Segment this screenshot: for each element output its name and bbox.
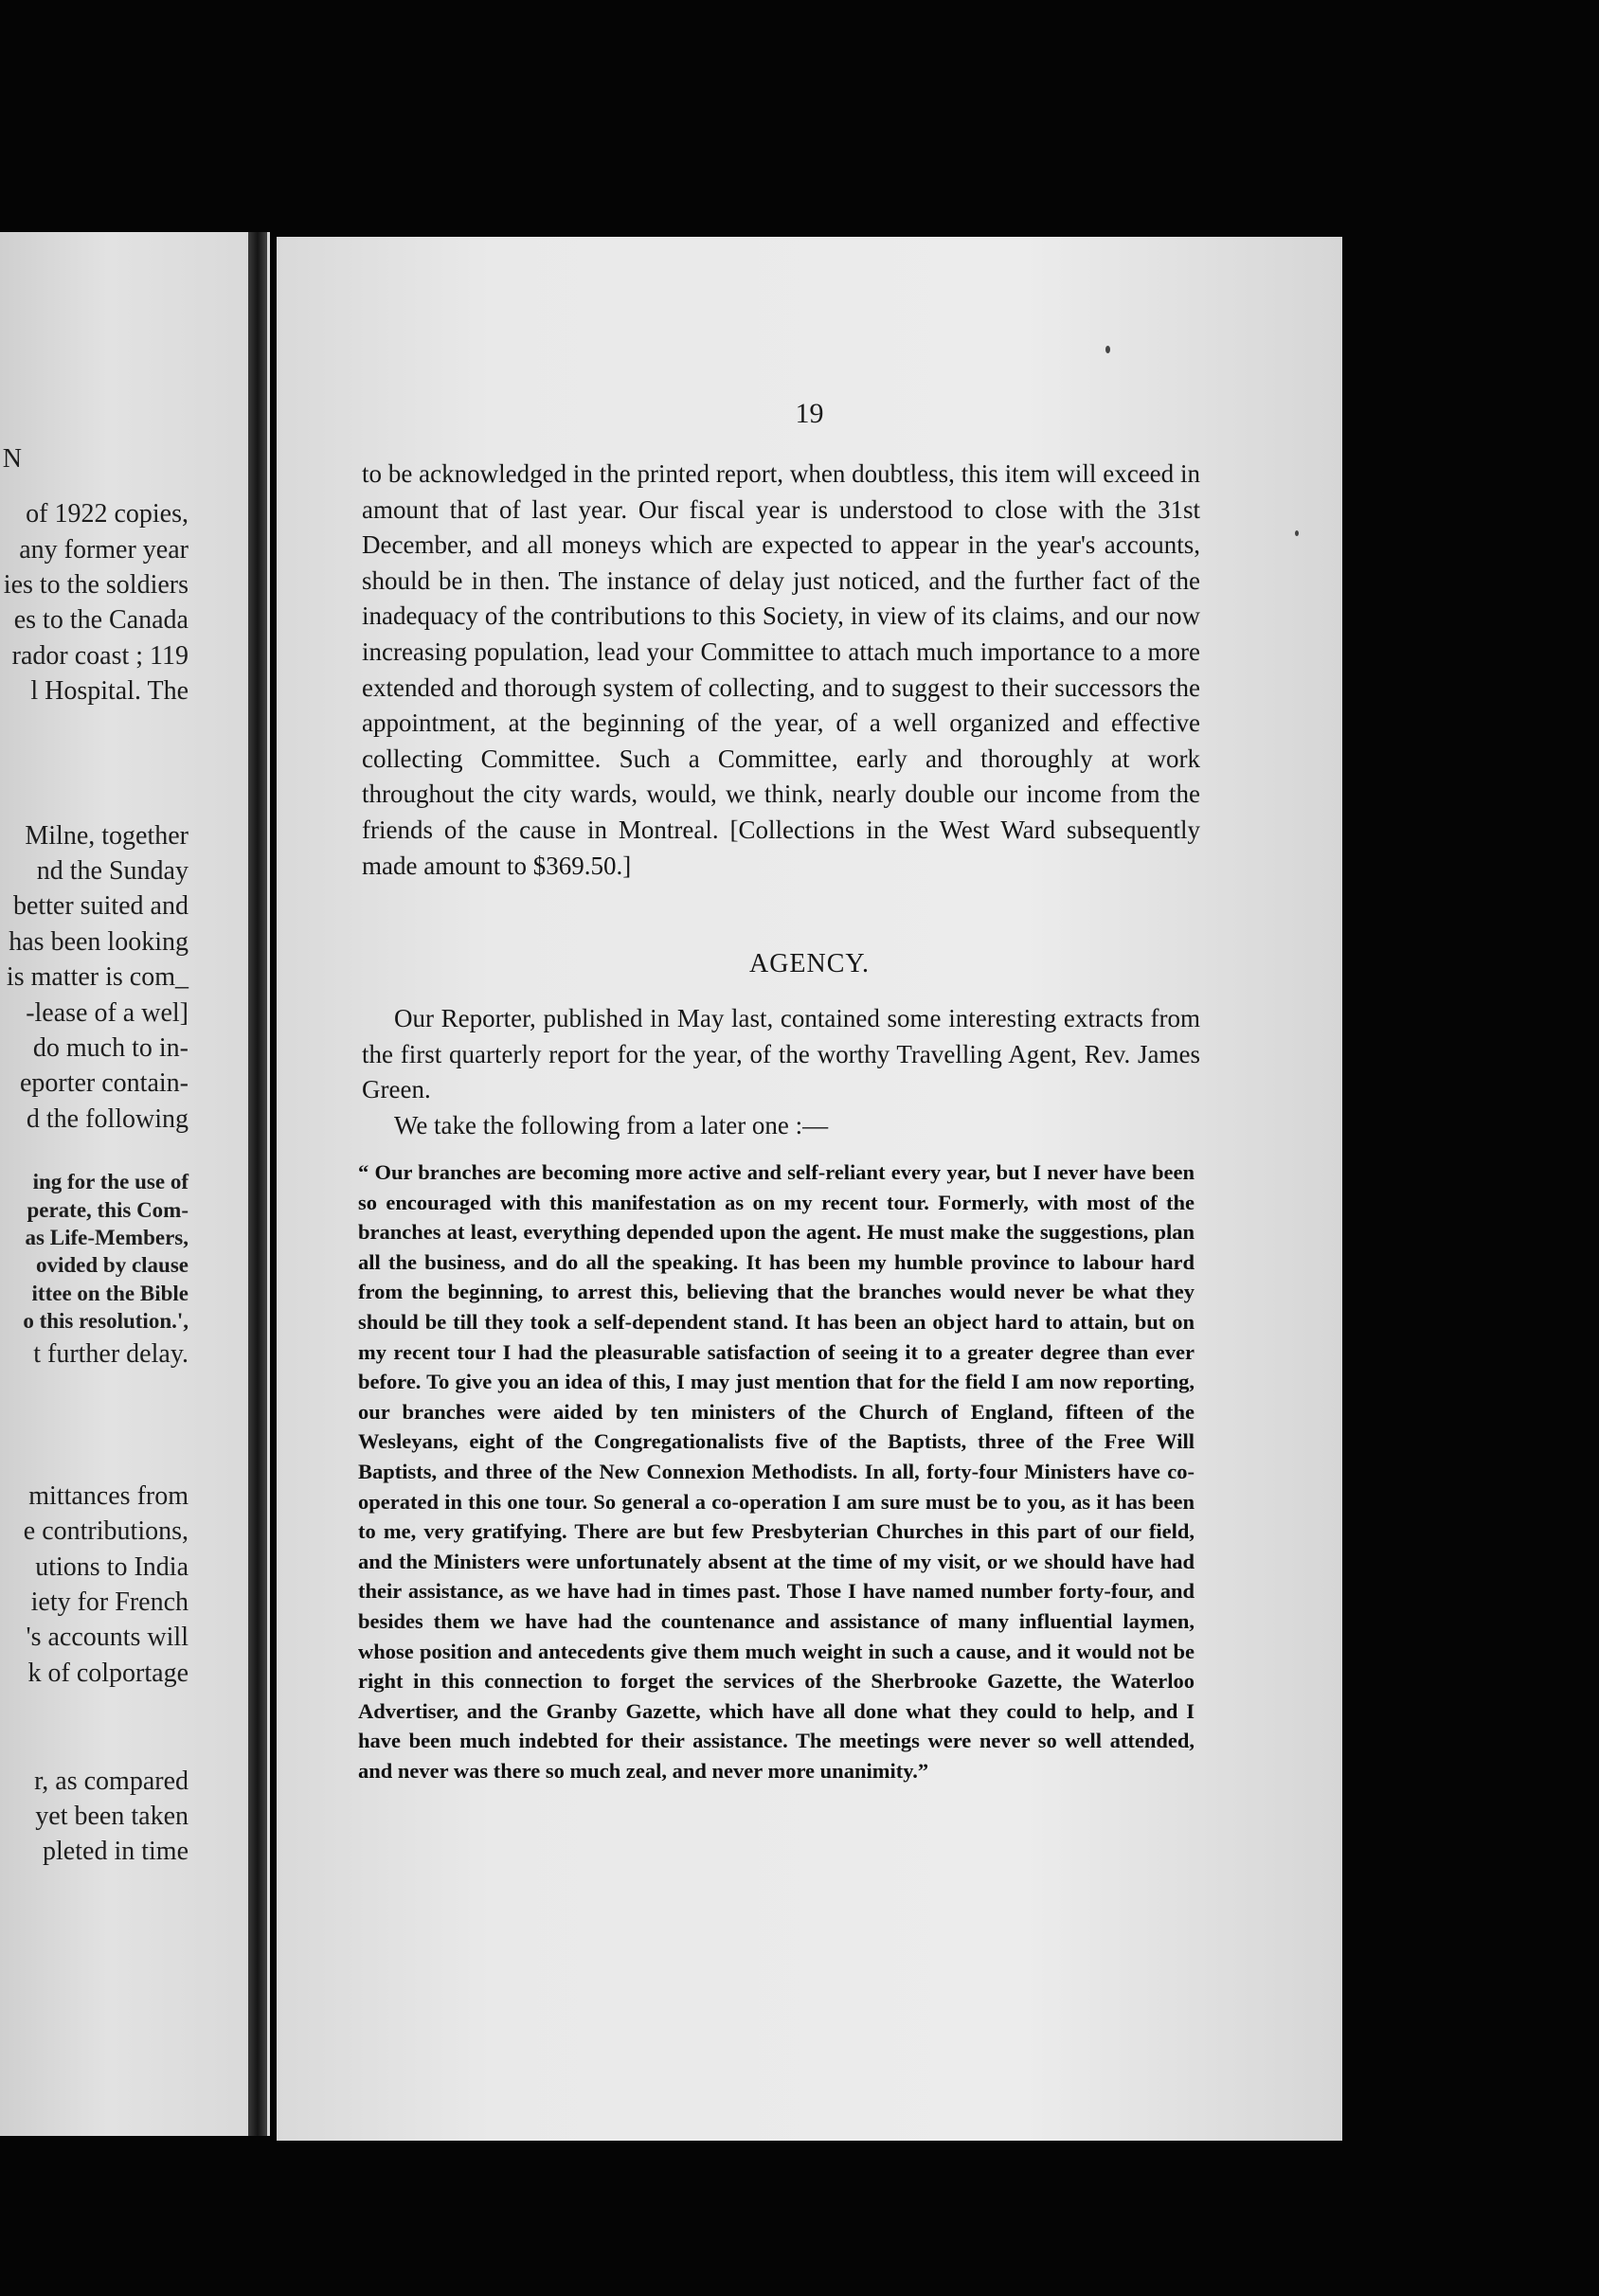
- paragraph-reporter: Our Reporter, published in May last, contained some interesting extracts from the first quarterly report for the year, of the worthy Travelling Agent, Rev. James Green.: [362, 1004, 1200, 1104]
- paper-speck: [1295, 530, 1299, 536]
- left-page-line: es to the Canada: [13, 605, 189, 635]
- left-page-line: Milne, together: [25, 821, 189, 851]
- left-page-line: ovided by clause: [35, 1253, 189, 1277]
- left-page-line: iety for French: [30, 1587, 189, 1617]
- page-number: 19: [795, 398, 824, 429]
- quoted-report: “ Our branches are becoming more active and self-reliant every year, but I never have been so encouraged with this manifestation as on my recent tour. Formerly, with most of the branches at least, everything depended upon the agent. He must make the suggestions, plan all the business, and do all the speaking. It has been my humble province to labour hard from the beginning, to arrest this, believing that the branches would never be what they should be till they took a self-dependent stand. It has been an object hard to attain, but on my recent tour I had the pleasurable satisfaction of seeing it to a greater degree than ever before. To give you an idea of this, I may just mention that for the field I am now reporting, our branches were aided by ten ministers of the Church of England, fifteen of the Wesleyans, eight of the Congregationalists five of the Baptists, three of the Free Will Baptists, and three of the New Connexion Methodists. In all, forty-four Ministers have co-operated in this one tour. So general a co-operation I am sure must be to you, as it has been to me, very gratifying. There are but few Presbyterian Churches in this part of our field, and the Ministers were unfortunately absent at the time of my visit, or we should have had their assistance, as we have had in times past. Those I have named number forty-four, and besides them we have had the countenance and assistance of many influential laymen, whose position and antecedents give them much weight in such a cause, and it would not be right in this connection to forget the services of the Sherbrooke Gazette, the Waterloo Advertiser, and the Granby Gazette, which have all done what they could to help, and I have been much indebted for their assistance. The meetings were never so well attended, and never was there so much zeal, and never more unanimity.”: [358, 1160, 1195, 1783]
- left-page-line: ing for the use of: [32, 1170, 189, 1193]
- paragraph-collections: to be acknowledged in the printed report, when doubtless, this item will exceed in amount that of last year. Our fiscal year is understood to close with the 31st December, and all moneys which are expected to appear in the year's accounts, should be in then. The instance of delay just noticed, and the further fact of the inadequacy of the contributions to this Society, in view of its claims, and our now increasing population, lead your Committee to attach much importance to a more extended and thorough system of collecting, and to suggest to their successors the appointment, at the beginning of the year, of a well organized and effective collecting Committee. Such a Committee, early and thoroughly at work throughout the city wards, would, we think, nearly double our income from the friends of the cause in Montreal. [Collections in the West Ward subsequently made amount to $369.50.]: [362, 459, 1200, 880]
- left-page-line: t further delay.: [33, 1339, 189, 1369]
- left-page-line: better suited and: [12, 891, 189, 921]
- left-page-line: as Life-Members,: [25, 1226, 189, 1249]
- left-page-line: o this resolution.',: [23, 1309, 189, 1333]
- left-page-line: perate, this Com-: [27, 1198, 189, 1222]
- left-page-line: ittee on the Bible: [31, 1282, 189, 1305]
- left-page-line: of 1922 copies,: [26, 499, 189, 529]
- left-page-line: 's accounts will: [26, 1623, 189, 1652]
- left-page-line: do much to in-: [32, 1033, 189, 1063]
- left-page-line: has been looking: [9, 927, 189, 957]
- left-page-line: eporter contain-: [19, 1068, 189, 1098]
- left-page-line: ies to the soldiers: [3, 570, 189, 600]
- left-page-line: any former year: [19, 535, 189, 565]
- left-page-line: -lease of a wel]: [26, 998, 189, 1028]
- left-page-line: l Hospital. The: [30, 676, 189, 706]
- left-page-line: yet been taken: [35, 1802, 189, 1831]
- left-page-line: N: [2, 444, 22, 474]
- page-gutter: [248, 232, 267, 2136]
- left-page-line: utions to India: [35, 1552, 189, 1582]
- left-page-line: pleted in time: [43, 1837, 189, 1866]
- section-heading-agency: AGENCY.: [748, 949, 871, 978]
- right-page: [277, 237, 1342, 2141]
- left-page-line: k of colportage: [27, 1659, 189, 1688]
- left-page-line: mittances from: [28, 1481, 189, 1511]
- left-page-line: d the following: [26, 1104, 189, 1134]
- left-page: [0, 232, 270, 2136]
- left-page-line: nd the Sunday: [36, 856, 189, 886]
- paper-speck: [1105, 346, 1110, 353]
- paragraph-intro-quote: We take the following from a later one :—: [394, 1111, 829, 1139]
- left-page-line: e contributions,: [23, 1516, 189, 1546]
- left-page-line: r, as compared: [34, 1767, 189, 1796]
- left-page-line: is matter is com_: [6, 962, 189, 992]
- left-page-line: rador coast ; 119: [11, 641, 189, 671]
